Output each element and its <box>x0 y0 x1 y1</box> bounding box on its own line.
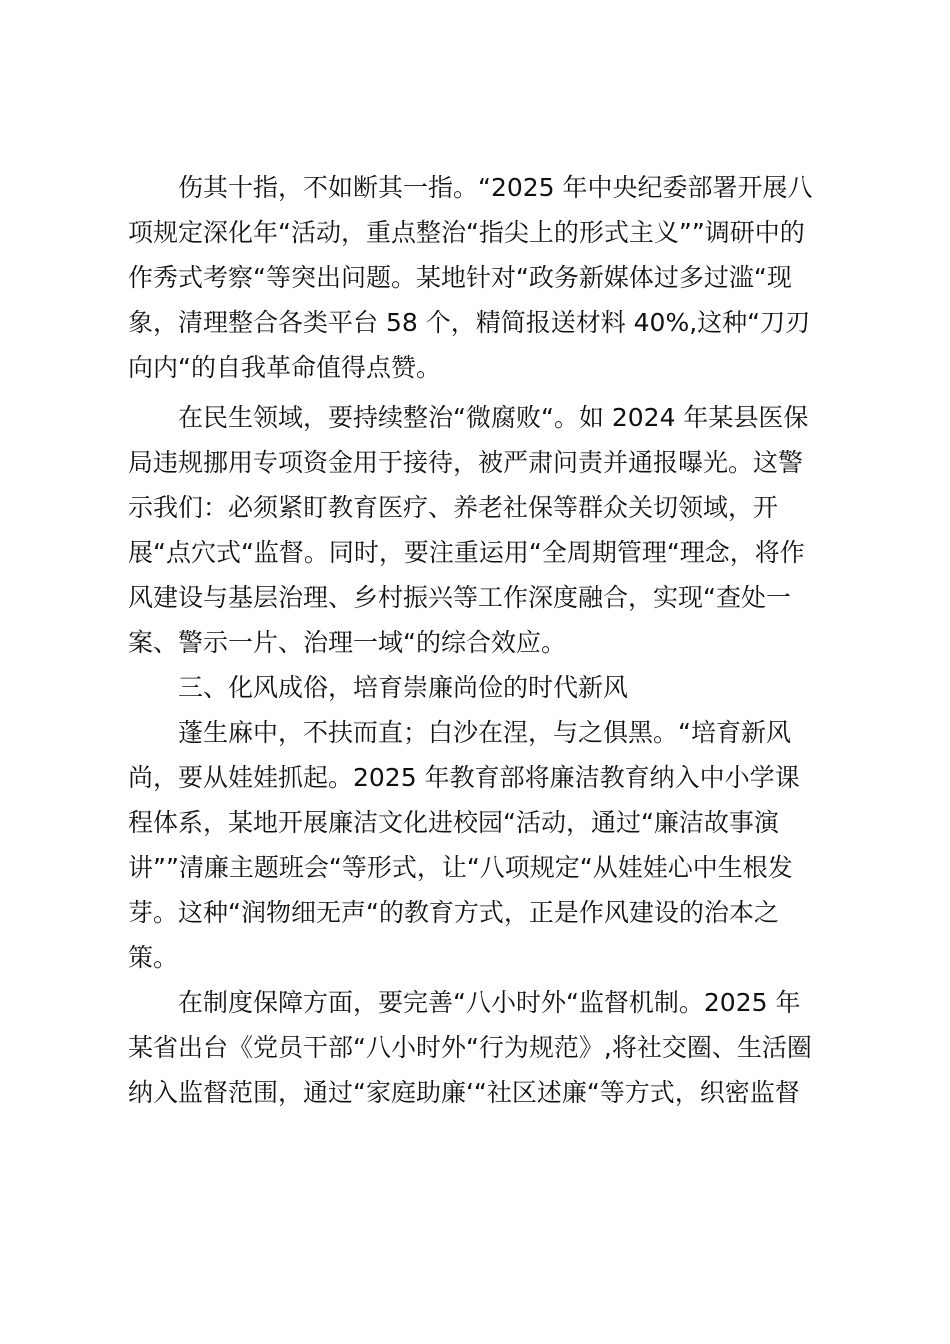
text-line: 示我们：必须紧盯教育医疗、养老社保等群众关切领域，开 <box>128 493 779 522</box>
text-line: 某省出台《党员干部“八小时外“行为规范》,将社交圈、生活圈 <box>128 1033 812 1062</box>
section-heading: 三、化风成俗，培育崇廉尚俭的时代新风 <box>128 673 629 702</box>
text-line: 在民生领域，要持续整治“微腐败“。如 2024 年某县医保 <box>128 403 809 432</box>
text-line: 蓬生麻中，不扶而直；白沙在涅，与之俱黑。“培育新风 <box>128 718 791 747</box>
text-line: 向内“的自我革命值得点赞。 <box>128 353 441 382</box>
text-line: 纳入监督范围，通过“家庭助廉‘“社区述廉“等方式，织密监督 <box>128 1078 800 1107</box>
text-line: 伤其十指，不如断其一指。“2025 年中央纪委部署开展八 <box>128 173 813 202</box>
text-line: 芽。这种“润物细无声“的教育方式，正是作风建设的治本之 <box>128 898 779 927</box>
text-line: 展“点穴式“监督。同时，要注重运用“全周期管理“理念，将作 <box>128 538 805 567</box>
text-line: 局违规挪用专项资金用于接待，被严肃问责并通报曝光。这警 <box>128 448 804 477</box>
text-line: 案、警示一片、治理一域“的综合效应。 <box>128 628 566 657</box>
text-line: 程体系，某地开展廉洁文化进校园“活动，通过“廉洁故事演 <box>128 808 779 837</box>
text-line: 作秀式考察“等突出问题。某地针对“政务新媒体过多过滥“现 <box>128 263 792 292</box>
text-line: 在制度保障方面，要完善“八小时外“监督机制。2025 年 <box>128 988 801 1017</box>
text-line: 项规定深化年“活动，重点整治“指尖上的形式主义””调研中的 <box>128 218 805 247</box>
text-line: 象，清理整合各类平台 58 个，精简报送材料 40%,这种“刀刃 <box>128 308 811 337</box>
text-line: 讲””清廉主题班会“等形式，让“八项规定“从娃娃心中生根发 <box>128 853 793 882</box>
text-line: 尚，要从娃娃抓起。2025 年教育部将廉洁教育纳入中小学课 <box>128 763 800 792</box>
text-line: 风建设与基层治理、乡村振兴等工作深度融合，实现“查处一 <box>128 583 791 612</box>
text-line: 策。 <box>128 943 179 972</box>
